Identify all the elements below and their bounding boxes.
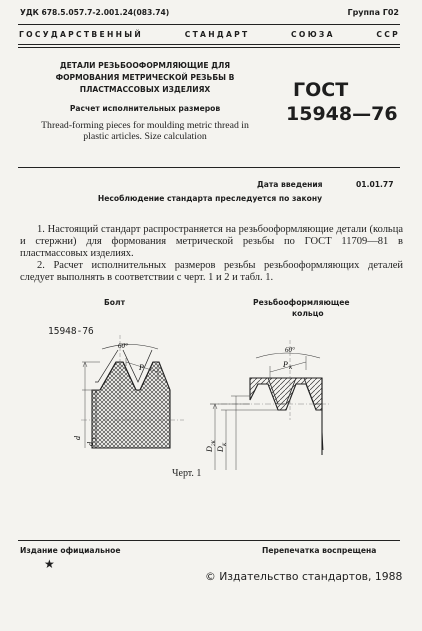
date-label: Дата введения xyxy=(257,180,323,189)
angle-label-right: 60° xyxy=(285,346,295,354)
legal-notice: Несоблюдение стандарта преследуется по закону xyxy=(97,194,323,203)
star-icon: ★ xyxy=(44,557,55,571)
dim-label-d1: d xyxy=(86,442,95,446)
gost-label: ГОСТ xyxy=(293,79,349,101)
dim-label-d: d xyxy=(73,436,82,440)
pitch-label-right: P xyxy=(283,360,288,369)
handwritten-note: 15948-76 xyxy=(48,326,94,337)
footer-rule xyxy=(18,540,400,541)
date-value: 01.01.77 xyxy=(356,180,394,189)
dim-label-d2k: D xyxy=(205,446,214,452)
english-title: Thread-forming pieces for moulding metric thread in plastic articles. Size calculation xyxy=(41,120,249,142)
dim-label-d2k-sub: 2K xyxy=(212,440,217,446)
paragraph-2: 2. Расчет исполнительных размеров резьбы резьбооформляющих деталей следует выполнять в соответствии с черт. 1 и 2 и табл. 1. xyxy=(20,260,403,283)
pitch-label-left: P xyxy=(139,363,144,372)
copyright: © Издательство стандартов, 1988 xyxy=(205,570,403,583)
document-title: ДЕТАЛИ РЕЗЬБООФОРМЛЯЮЩИЕ ДЛЯ ФОРМОВАНИЯ МЕТРИЧЕСКОЙ РЕЗЬБЫ В ПЛАСТМАССОВЫХ ИЗДЕЛИЯХ xyxy=(55,61,235,94)
udk-code: УДК 678.5.057.7-2.001.24(083.74) xyxy=(20,8,170,17)
pitch-label-right-sub: K xyxy=(289,366,293,371)
document-subtitle: Расчет исполнительных размеров xyxy=(69,104,221,113)
figure-label-bolt: Болт xyxy=(104,298,125,307)
figure-caption: Черт. 1 xyxy=(172,468,202,479)
dim-label-d1-sub: 1 xyxy=(93,437,98,440)
bolt-profile xyxy=(81,335,184,448)
gost-number: 15948—76 xyxy=(286,103,398,125)
figure-label-ring: Резьбооформляющее xyxy=(253,298,350,307)
official-edition: Издание официальное xyxy=(20,546,121,555)
figure-label-ring-2: кольцо xyxy=(292,309,324,318)
reprint-notice: Перепечатка воспрещена xyxy=(262,546,377,555)
standard-header: ГОСУДАРСТВЕННЫЙ СТАНДАРТ СОЮЗА ССР xyxy=(19,30,400,39)
dim-label-d2: D xyxy=(216,446,225,452)
paragraph-1: 1. Настоящий стандарт распространяется на резьбооформляющие детали (кольца и стержни) для формования метрической резьбы по ГОСТ 11709—81 в пластмассовых изделиях. xyxy=(20,224,403,259)
dim-label-d2-sub: K xyxy=(223,442,228,446)
group-code: Группа Г02 xyxy=(347,8,399,17)
angle-label-left: 60° xyxy=(118,342,128,350)
ring-profile xyxy=(210,340,330,470)
